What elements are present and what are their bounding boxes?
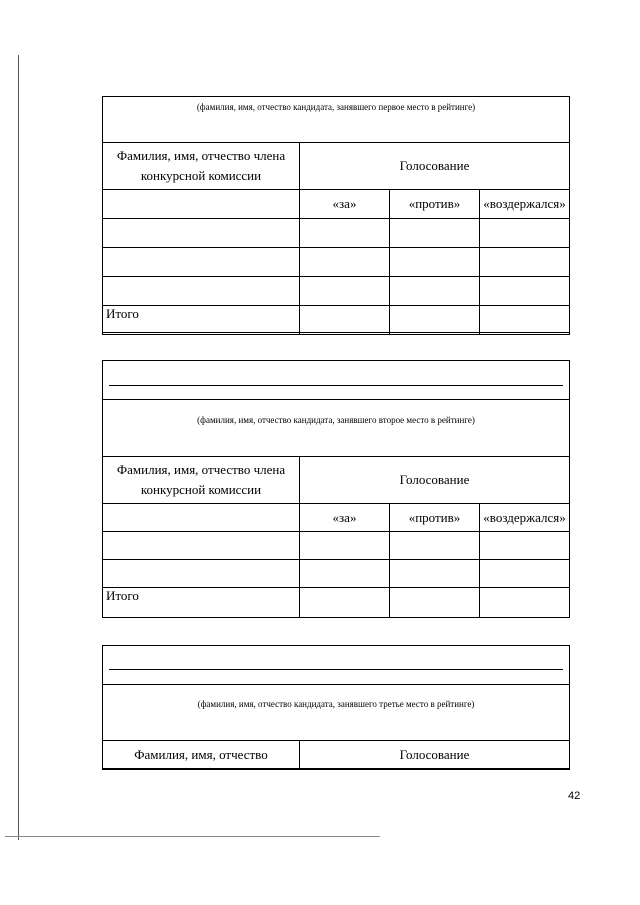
member-name-cell[interactable]: [103, 219, 300, 248]
scan-bottom-line: [5, 836, 380, 837]
abstained-cell[interactable]: [480, 219, 570, 248]
for-cell[interactable]: [300, 277, 390, 306]
candidate-name-line: [109, 669, 563, 670]
against-cell[interactable]: [390, 248, 480, 277]
member-name-cell[interactable]: [103, 560, 300, 588]
abstained-header: «воздержался»: [480, 504, 570, 532]
voting-header: Голосование: [300, 143, 570, 190]
for-cell[interactable]: [300, 560, 390, 588]
candidate-name-line: [109, 385, 563, 386]
abstained-total-cell[interactable]: [480, 588, 570, 618]
abstained-header: «воздержался»: [480, 190, 570, 219]
for-cell[interactable]: [300, 532, 390, 560]
abstained-total-cell[interactable]: [480, 306, 570, 335]
member-name-header: Фамилия, имя, отчество члена конкурсной комиссии: [103, 143, 300, 190]
for-header: «за»: [300, 190, 390, 219]
member-name-cell[interactable]: [103, 248, 300, 277]
for-cell[interactable]: [300, 248, 390, 277]
against-cell[interactable]: [390, 219, 480, 248]
member-name-cell[interactable]: [103, 190, 300, 219]
member-name-cell[interactable]: [103, 504, 300, 532]
for-header: «за»: [300, 504, 390, 532]
member-name-header: Фамилия, имя, отчество члена конкурсной комиссии: [103, 457, 300, 504]
candidate-caption: (фамилия, имя, отчество кандидата, занявшего второе место в рейтинге): [197, 415, 475, 425]
voting-header: Голосование: [300, 457, 570, 504]
voting-table: [102, 740, 570, 770]
member-name-cell[interactable]: [103, 277, 300, 306]
abstained-cell[interactable]: [480, 277, 570, 306]
abstained-cell[interactable]: [480, 532, 570, 560]
candidate-caption: (фамилия, имя, отчество кандидата, занявшего третье место в рейтинге): [197, 699, 475, 709]
against-total-cell[interactable]: [390, 306, 480, 335]
against-header: «против»: [390, 190, 480, 219]
against-cell[interactable]: [390, 532, 480, 560]
against-total-cell[interactable]: [390, 588, 480, 618]
voting-table: [102, 142, 570, 335]
against-cell[interactable]: [390, 277, 480, 306]
candidate-block-1: [102, 96, 570, 333]
candidate-caption: (фамилия, имя, отчество кандидата, занявшего первое место в рейтинге): [196, 102, 476, 112]
voting-table: [102, 456, 570, 618]
for-total-cell[interactable]: [300, 306, 390, 335]
page-number: 42: [568, 790, 581, 802]
voting-header: Голосование: [300, 741, 570, 770]
for-cell[interactable]: [300, 219, 390, 248]
candidate-block-2: [102, 360, 570, 618]
candidate-name-line: [103, 399, 569, 400]
against-header: «против»: [390, 504, 480, 532]
member-name-cell[interactable]: [103, 532, 300, 560]
scan-edge-line: [18, 55, 19, 840]
abstained-cell[interactable]: [480, 560, 570, 588]
total-label: Итого: [103, 306, 300, 335]
abstained-cell[interactable]: [480, 248, 570, 277]
total-label: Итого: [103, 588, 300, 618]
candidate-block-3: [102, 645, 570, 769]
for-total-cell[interactable]: [300, 588, 390, 618]
candidate-name-line: [103, 684, 569, 685]
member-name-header: Фамилия, имя, отчество: [103, 741, 300, 770]
against-cell[interactable]: [390, 560, 480, 588]
